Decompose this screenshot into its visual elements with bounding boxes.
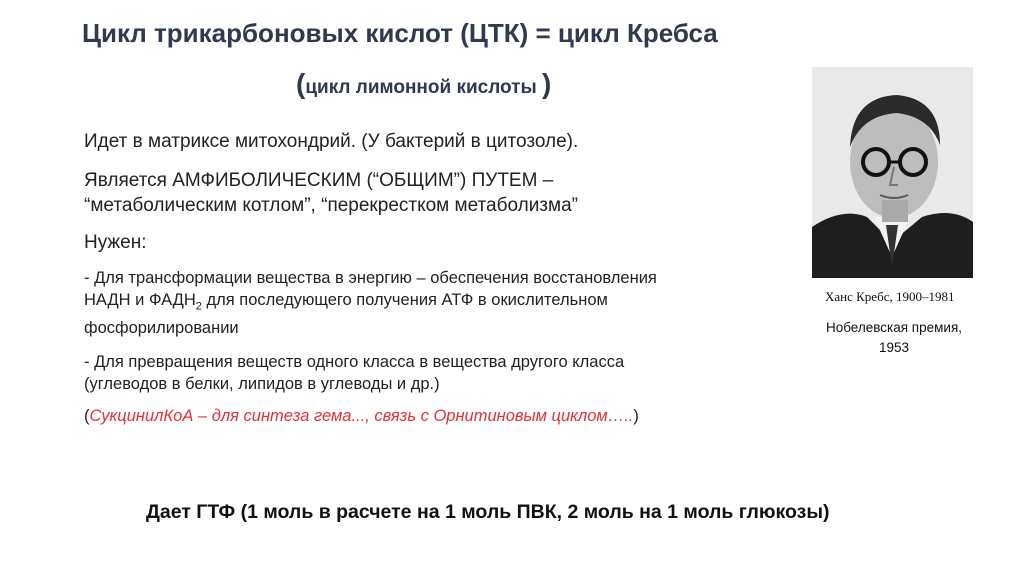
energy-line-2b: для последующего получения АТФ в окислительном [201, 291, 608, 309]
slide-subtitle [296, 68, 551, 100]
succinyl-open-paren: ( [84, 407, 90, 426]
amphibolic-paragraph [84, 168, 784, 218]
succinyl-note [84, 405, 784, 427]
succinyl-text: СукцинилКоА – для синтеза гема..., связь с Орнитиновым циклом….. [89, 407, 634, 426]
portrait-caption: Ханс Кребс, 1900–1981 [825, 289, 955, 304]
conversion-line-2: (углеводов в белки, липидов в углеводы и др.) [84, 375, 440, 394]
fadh-subscript: 2 [195, 300, 202, 313]
subtitle-close-paren: ) [541, 68, 552, 99]
succinyl-close-paren: ) [633, 407, 639, 426]
energy-paragraph [84, 267, 784, 339]
nobel-prize-note [814, 318, 974, 358]
location-paragraph: Идет в матриксе митохондрий. (У бактерий в цитозоле). [84, 131, 579, 152]
needed-heading: Нужен: [84, 232, 147, 253]
portrait-illustration [812, 67, 973, 278]
portrait-photo [812, 67, 973, 278]
conversion-line-1: - Для превращения веществ одного класса в вещества другого класса [84, 353, 625, 372]
amphibolic-line-1: Является АМФИБОЛИЧЕСКИМ (“ОБЩИМ”) ПУТЕМ – [84, 170, 554, 191]
conversion-paragraph [84, 351, 784, 395]
subtitle-open-paren: ( [296, 68, 306, 99]
amphibolic-line-2: “метаболическим котлом”, “перекрестком метаболизма” [84, 195, 578, 216]
energy-line-2a: НАДН и ФАДН [84, 291, 196, 309]
energy-line-3: фосфорилировании [84, 319, 239, 338]
subtitle-text: цикл лимонной кислоты [305, 77, 542, 98]
gtp-summary: Дает ГТФ (1 моль в расчете на 1 моль ПВК, 2 моль на 1 моль глюкозы) [146, 501, 830, 523]
energy-line-1: - Для трансформации вещества в энергию – обеспечения восстановления [84, 269, 657, 287]
nobel-year: 1953 [878, 340, 910, 355]
nobel-line-1: Нобелевская премия, [825, 320, 963, 335]
slide-body [84, 130, 784, 427]
slide-title: Цикл трикарбоновых кислот (ЦТК) = цикл Кребса [82, 18, 718, 48]
